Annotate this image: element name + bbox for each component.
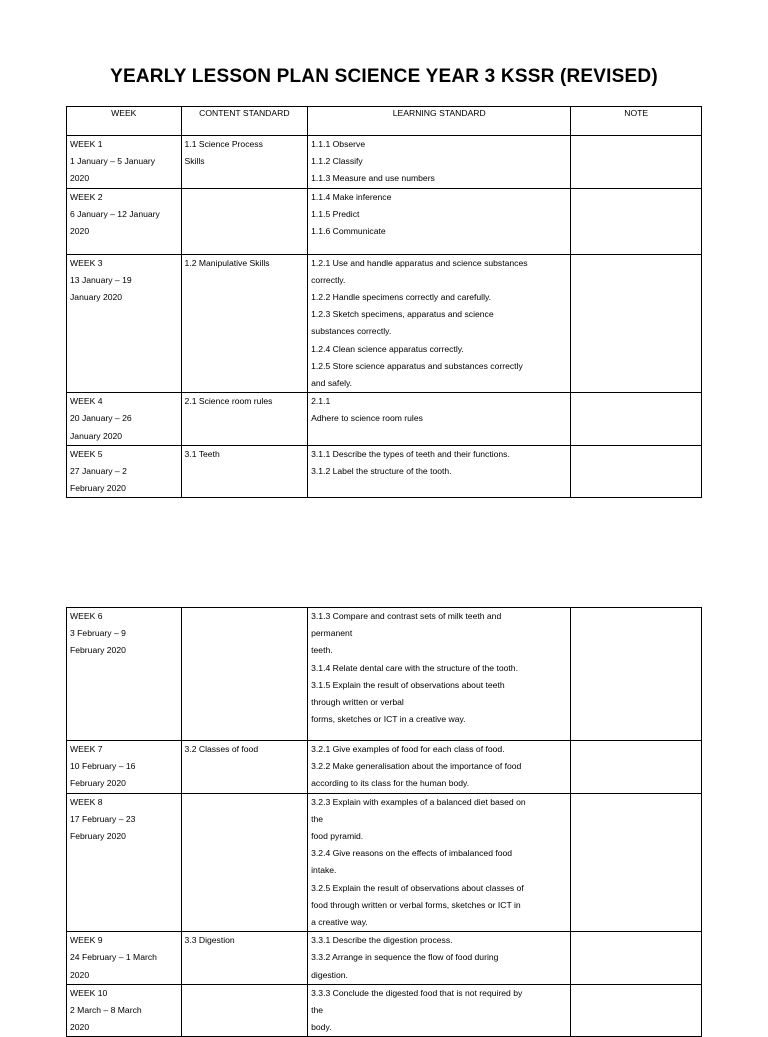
learning-standard-line: 1.1.5 Predict	[311, 208, 360, 219]
learning-standard-line: 3.2.3 Explain with examples of a balanced diet based on	[311, 796, 526, 807]
week-line: WEEK 1	[70, 139, 103, 149]
content-standard-line: 3.1 Teeth	[184, 448, 220, 459]
note-cell	[571, 393, 702, 446]
learning-standard-line: 3.1.5 Explain the result of observations about teeth	[311, 679, 505, 690]
content-standard-cell	[181, 932, 308, 985]
learning-standard-cell	[308, 188, 571, 254]
learning-standard-line: 1.1.1 Observe	[311, 139, 366, 149]
note-cell	[571, 984, 702, 1037]
content-standard-cell	[181, 445, 308, 498]
week-line: 3 February – 9	[70, 628, 126, 639]
learning-standard-line: 1.2.5 Store science apparatus and substances correctly	[311, 360, 523, 371]
week-line: February 2020	[70, 483, 126, 494]
learning-standard-cell	[308, 793, 571, 932]
week-line: 24 February – 1 March	[70, 952, 157, 963]
week-line: 13 January – 19	[70, 274, 132, 285]
learning-standard-line: 2.1.1	[311, 396, 331, 407]
content-standard-cell	[181, 136, 308, 189]
learning-standard-line: a creative way.	[311, 917, 368, 928]
week-line: 10 February – 16	[70, 761, 136, 772]
learning-standard-line: 3.1.2 Label the structure of the tooth.	[311, 466, 452, 477]
content-standard-line: Skills	[184, 156, 205, 167]
table-row	[67, 254, 702, 393]
week-line: 2 March – 8 March	[70, 1005, 142, 1016]
learning-standard-line: 3.3.2 Arrange in sequence the flow of food during	[311, 952, 499, 963]
table-row	[67, 984, 702, 1037]
table-row	[67, 136, 702, 189]
week-line: January 2020	[70, 430, 123, 441]
week-line: February 2020	[70, 645, 126, 656]
learning-standard-line: 3.2.4 Give reasons on the effects of imbalanced food	[311, 848, 513, 859]
week-cell	[67, 136, 182, 189]
lesson-plan-table-page-2	[66, 607, 702, 1037]
learning-standard-line: food through written or verbal forms, sketches or ICT in	[311, 899, 521, 910]
week-line: WEEK 3	[70, 257, 103, 268]
learning-standard-line: 1.2.3 Sketch specimens, apparatus and science	[311, 309, 494, 320]
learning-standard-line: body.	[311, 1022, 332, 1033]
content-standard-line: 3.2 Classes of food	[184, 744, 259, 754]
learning-standard-cell	[308, 932, 571, 985]
learning-standard-line: permanent	[311, 628, 353, 639]
week-cell	[67, 254, 182, 393]
header-week: WEEK	[67, 107, 182, 136]
learning-standard-line: food pyramid.	[311, 831, 364, 842]
header-learning-standard: LEARNING STANDARD	[308, 107, 571, 136]
week-line: 2020	[70, 226, 90, 237]
week-line: WEEK 8	[70, 796, 103, 807]
note-cell	[571, 136, 702, 189]
table-row	[67, 188, 702, 254]
table-row	[67, 932, 702, 985]
content-standard-cell	[181, 984, 308, 1037]
week-line: 6 January – 12 January	[70, 208, 160, 219]
week-cell	[67, 793, 182, 932]
content-standard-line: 2.1 Science room rules	[184, 396, 273, 407]
learning-standard-line: digestion.	[311, 969, 348, 980]
learning-standard-line: forms, sketches or ICT in a creative way.	[311, 714, 466, 725]
learning-standard-line: Adhere to science room rules	[311, 413, 423, 424]
learning-standard-line: 1.2.4 Clean science apparatus correctly.	[311, 343, 464, 354]
learning-standard-line: teeth.	[311, 645, 333, 656]
week-line: WEEK 7	[70, 744, 103, 754]
week-line: 17 February – 23	[70, 813, 136, 824]
table-row	[67, 393, 702, 446]
learning-standard-line: through written or verbal	[311, 697, 404, 708]
learning-standard-cell	[308, 608, 571, 741]
content-standard-cell	[181, 393, 308, 446]
learning-standard-cell	[308, 445, 571, 498]
learning-standard-line: 1.2.2 Handle specimens correctly and carefully.	[311, 292, 492, 303]
note-cell	[571, 608, 702, 741]
learning-standard-cell	[308, 393, 571, 446]
week-line: WEEK 10	[70, 987, 108, 998]
learning-standard-line: substances correctly.	[311, 326, 392, 337]
lesson-plan-table-page-1	[66, 106, 702, 498]
week-line: February 2020	[70, 778, 126, 789]
table-row	[67, 608, 702, 741]
content-standard-cell	[181, 793, 308, 932]
learning-standard-line: according to its class for the human body.	[311, 778, 470, 789]
week-line: 2020	[70, 969, 90, 980]
week-line: 27 January – 2	[70, 466, 127, 477]
learning-standard-line: the	[311, 1005, 324, 1016]
week-line: WEEK 2	[70, 191, 103, 202]
learning-standard-line: 1.1.4 Make inference	[311, 191, 392, 202]
learning-standard-line: 1.1.6 Communicate	[311, 226, 386, 237]
header-note: NOTE	[571, 107, 702, 136]
week-line: 1 January – 5 January	[70, 156, 156, 167]
document-title: YEARLY LESSON PLAN SCIENCE YEAR 3 KSSR (REVISED)	[110, 66, 658, 87]
learning-standard-line: intake.	[311, 865, 337, 876]
content-standard-cell	[181, 254, 308, 393]
week-line: WEEK 6	[70, 611, 103, 621]
content-standard-cell	[181, 608, 308, 741]
learning-standard-line: the	[311, 813, 324, 824]
learning-standard-line: 1.1.2 Classify	[311, 156, 363, 167]
week-cell	[67, 984, 182, 1037]
week-line: WEEK 5	[70, 448, 103, 459]
learning-standard-cell	[308, 984, 571, 1037]
content-standard-line: 1.1 Science Process	[184, 139, 263, 149]
week-cell	[67, 445, 182, 498]
week-line: January 2020	[70, 292, 123, 303]
learning-standard-line: 3.1.4 Relate dental care with the structure of the tooth.	[311, 662, 518, 673]
note-cell	[571, 254, 702, 393]
learning-standard-line: correctly.	[311, 274, 346, 285]
content-standard-cell	[181, 741, 308, 794]
content-standard-cell	[181, 188, 308, 254]
week-cell	[67, 393, 182, 446]
header-content-standard: CONTENT STANDARD	[181, 107, 308, 136]
learning-standard-line: 3.2.2 Make generalisation about the importance of food	[311, 761, 522, 772]
week-cell	[67, 188, 182, 254]
learning-standard-line: and safely.	[311, 378, 353, 389]
week-cell	[67, 932, 182, 985]
learning-standard-line: 3.2.5 Explain the result of observations about classes of	[311, 882, 524, 893]
table-row	[67, 741, 702, 794]
table-header-row	[67, 107, 702, 136]
note-cell	[571, 741, 702, 794]
note-cell	[571, 932, 702, 985]
table-row	[67, 445, 702, 498]
week-line: February 2020	[70, 831, 126, 842]
week-line: 20 January – 26	[70, 413, 132, 424]
learning-standard-line: 3.1.1 Describe the types of teeth and their functions.	[311, 448, 510, 459]
learning-standard-line: 3.3.3 Conclude the digested food that is not required by	[311, 987, 523, 998]
content-standard-line: 1.2 Manipulative Skills	[184, 257, 270, 268]
week-cell	[67, 608, 182, 741]
learning-standard-cell	[308, 254, 571, 393]
week-line: 2020	[70, 1022, 90, 1033]
learning-standard-line: 3.1.3 Compare and contrast sets of milk teeth and	[311, 611, 502, 621]
learning-standard-line: 3.3.1 Describe the digestion process.	[311, 935, 453, 946]
week-line: WEEK 9	[70, 935, 103, 946]
learning-standard-cell	[308, 136, 571, 189]
note-cell	[571, 793, 702, 932]
note-cell	[571, 445, 702, 498]
week-cell	[67, 741, 182, 794]
note-cell	[571, 188, 702, 254]
learning-standard-line: 3.2.1 Give examples of food for each class of food.	[311, 744, 505, 754]
learning-standard-cell	[308, 741, 571, 794]
week-line: 2020	[70, 173, 90, 184]
table-row	[67, 793, 702, 932]
learning-standard-line: 1.2.1 Use and handle apparatus and science substances	[311, 257, 528, 268]
content-standard-line: 3.3 Digestion	[184, 935, 235, 946]
learning-standard-line: 1.1.3 Measure and use numbers	[311, 173, 435, 184]
week-line: WEEK 4	[70, 396, 103, 407]
